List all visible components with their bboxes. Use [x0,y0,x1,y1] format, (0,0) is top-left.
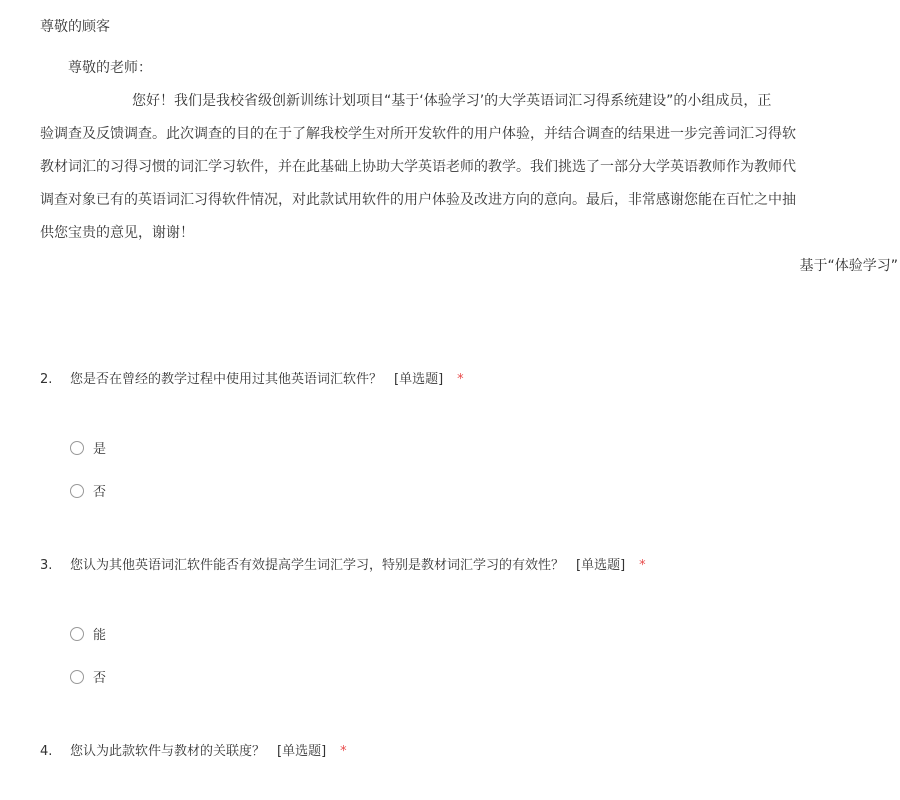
intro-line-2: 验调查及反馈调查。此次调查的目的在于了解我校学生对所开发软件的用户体验，并结合调查的结果进一步完善词汇习得软 [40,126,796,142]
question-text: 您认为其他英语词汇软件能否有效提高学生词汇学习，特别是教材词汇学习的有效性？ [70,558,565,573]
question-text: 您认为此款软件与教材的关联度？ [70,744,266,759]
radio-button[interactable] [70,484,84,498]
question-2-option-yes[interactable] [70,438,106,457]
intro-line-4: 调查对象已有的英语词汇习得软件情况，对此款试用软件的用户体验及改进方向的意向。最后，非常感谢您能在百忙之中抽 [40,192,796,208]
question-number: 3. [40,558,53,573]
question-2-option-no[interactable] [70,481,106,500]
intro-salutation: 尊敬的老师： [68,60,152,76]
option-label: 能 [93,628,107,643]
question-4-title [40,740,347,759]
radio-button[interactable] [70,627,84,641]
question-number: 4. [40,744,53,759]
option-label: 否 [93,485,107,500]
intro-line-3: 教材词汇的习得习惯的词汇学习软件，并在此基础上协助大学英语老师的教学。我们挑选了一部分大学英语教师作为教师代 [40,159,796,175]
question-3-title [40,554,646,573]
required-mark: * [340,744,347,759]
question-3-option-can[interactable] [70,624,106,643]
intro-line-5: 供您宝贵的意见，谢谢！ [40,225,194,241]
intro-letter [40,52,900,283]
question-type: [单选题] [576,558,626,573]
greeting-header: 尊敬的顾客 [40,19,110,35]
radio-button[interactable] [70,441,84,455]
intro-line-1: 您好！我们是我校省级创新训练计划项目“基于‘体验学习’的大学英语词汇习得系统建设”的小组成员，正 [132,93,772,109]
option-label: 是 [93,442,107,457]
required-mark: * [639,558,646,573]
question-type: [单选题] [394,372,444,387]
option-label: 否 [93,671,107,686]
question-3-option-no[interactable] [70,667,106,686]
intro-signature: 基于“体验学习” [799,258,898,274]
question-2-title [40,368,464,387]
question-number: 2. [40,372,53,387]
question-text: 您是否在曾经的教学过程中使用过其他英语词汇软件？ [70,372,383,387]
question-type: [单选题] [277,744,327,759]
radio-button[interactable] [70,670,84,684]
required-mark: * [457,372,464,387]
